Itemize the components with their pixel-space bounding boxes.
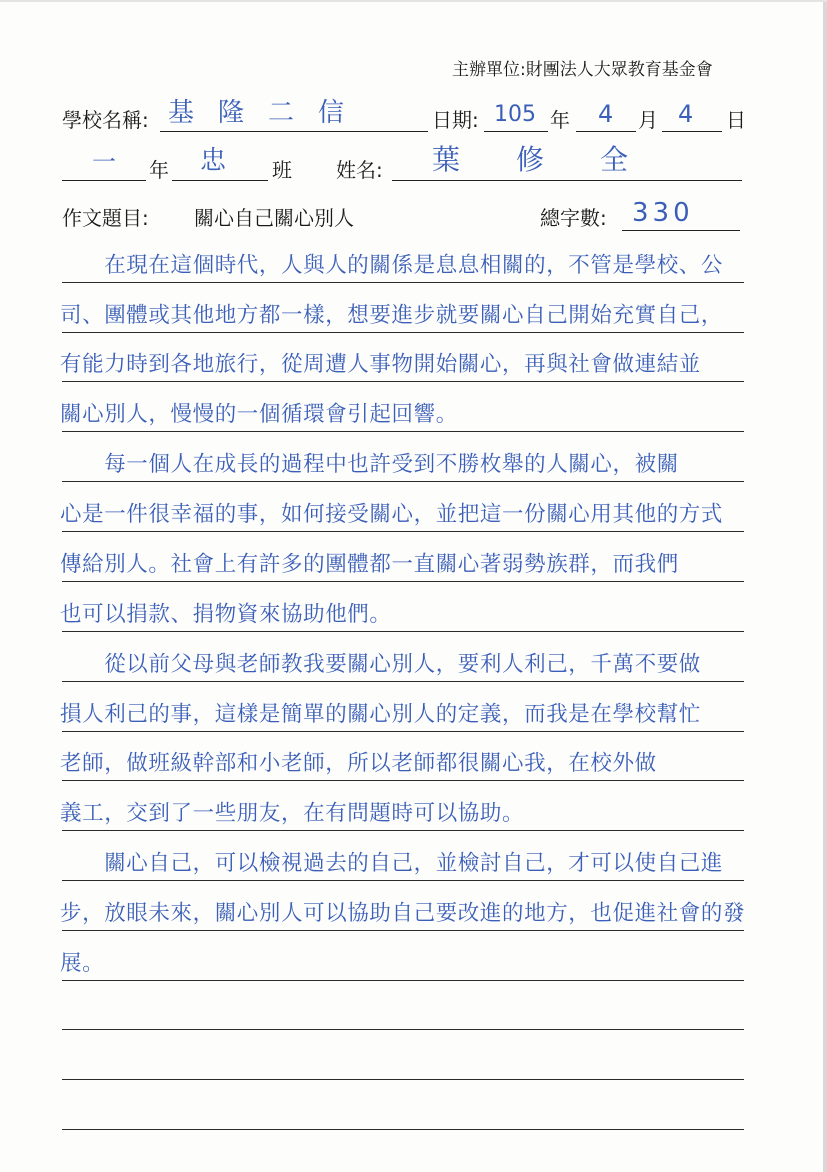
essay-line: 義工，交到了一些朋友，在有問題時可以協助。 xyxy=(60,801,525,826)
essay-line: 關心自己，可以檢視過去的自己，並檢討自己，才可以使自己進 xyxy=(60,851,724,876)
ruled-line xyxy=(62,731,744,732)
name-underline xyxy=(392,180,742,181)
date-year-underline xyxy=(484,131,548,132)
essay-line xyxy=(60,1048,750,1078)
page-edge-top xyxy=(0,0,827,2)
essay-line: 在現在這個時代，人與人的關係是息息相關的，不管是學校、公 xyxy=(60,253,724,278)
essay-line xyxy=(60,998,750,1028)
essay-line: 從以前父母與老師教我要關心別人，要利人利己，千萬不要做 xyxy=(60,652,701,677)
essay-line: 司、團體或其他地方都一樣，想要進步就要關心自己開始充實自己， xyxy=(60,303,724,328)
ruled-line xyxy=(62,830,744,831)
ruled-line xyxy=(62,282,744,283)
organizer-label: 主辦單位:財團法人大眾教育基金會 xyxy=(452,60,713,80)
ruled-line xyxy=(62,930,744,931)
month-label: 月 xyxy=(638,108,658,132)
essay-line xyxy=(60,1098,750,1128)
name-value: 葉修全 xyxy=(432,143,685,176)
page-edge-right xyxy=(823,0,827,1172)
class-underline xyxy=(172,180,268,181)
ruled-line xyxy=(62,880,744,881)
ruled-line xyxy=(62,631,744,632)
grade-value: 一 xyxy=(92,148,116,176)
essay-line: 損人利己的事，這樣是簡單的關心別人的定義，而我是在學校幫忙 xyxy=(60,702,701,727)
school-name-value: 基隆二信 xyxy=(168,98,369,128)
ruled-line xyxy=(62,780,744,781)
grade-underline xyxy=(62,180,146,181)
grade-label: 年 xyxy=(149,158,169,182)
word-count-underline xyxy=(622,230,740,231)
school-name-underline xyxy=(160,131,428,132)
ruled-line xyxy=(62,1029,744,1030)
class-value: 忠 xyxy=(200,146,227,176)
date-month-underline xyxy=(576,131,636,132)
essay-line: 有能力時到各地旅行，從周遭人事物開始關心，再與社會做連結並 xyxy=(60,352,701,377)
essay-line: 心是一件很幸福的事，如何接受關心，並把這一份關心用其他的方式 xyxy=(60,502,724,527)
essay-line: 老師，做班級幹部和小老師，所以老師都很關心我，在校外做 xyxy=(60,751,657,776)
date-day-underline xyxy=(662,131,722,132)
essay-line: 關心別人，慢慢的一個循環會引起回響。 xyxy=(60,402,458,427)
ruled-line xyxy=(62,980,744,981)
essay-line: 展。 xyxy=(60,951,105,976)
school-name-label: 學校名稱: xyxy=(62,108,149,132)
year-label: 年 xyxy=(550,108,570,132)
date-month-value: 4 xyxy=(598,100,614,128)
essay-line: 也可以捐款、捐物資來協助他們。 xyxy=(60,602,392,627)
date-label: 日期: xyxy=(432,108,479,132)
day-label: 日 xyxy=(726,108,746,132)
essay-line: 傳給別人。社會上有許多的團體都一直關心著弱勢族群，而我們 xyxy=(60,552,679,577)
essay-line: 每一個人在成長的過程中也許受到不勝枚舉的人關心，被關 xyxy=(60,452,679,477)
ruled-line xyxy=(62,1079,744,1080)
ruled-line xyxy=(62,531,744,532)
ruled-line xyxy=(62,481,744,482)
ruled-line xyxy=(62,431,744,432)
ruled-line xyxy=(62,681,744,682)
essay-line xyxy=(60,1138,750,1168)
essay-line: 步，放眼未來，關心別人可以協助自己要改進的地方，也促進社會的發 xyxy=(60,901,746,926)
class-label: 班 xyxy=(272,158,292,182)
ruled-line xyxy=(62,381,744,382)
ruled-line xyxy=(62,332,744,333)
name-label: 姓名: xyxy=(336,158,383,182)
word-count-label: 總字數: xyxy=(540,206,607,230)
topic-value: 關心自己關心別人 xyxy=(194,206,354,230)
topic-label: 作文題目: xyxy=(62,206,149,230)
date-day-value: 4 xyxy=(678,100,694,128)
ruled-line xyxy=(62,581,744,582)
word-count-value: 330 xyxy=(632,198,694,228)
date-year-value: 105 xyxy=(494,102,536,127)
ruled-line xyxy=(62,1129,744,1130)
